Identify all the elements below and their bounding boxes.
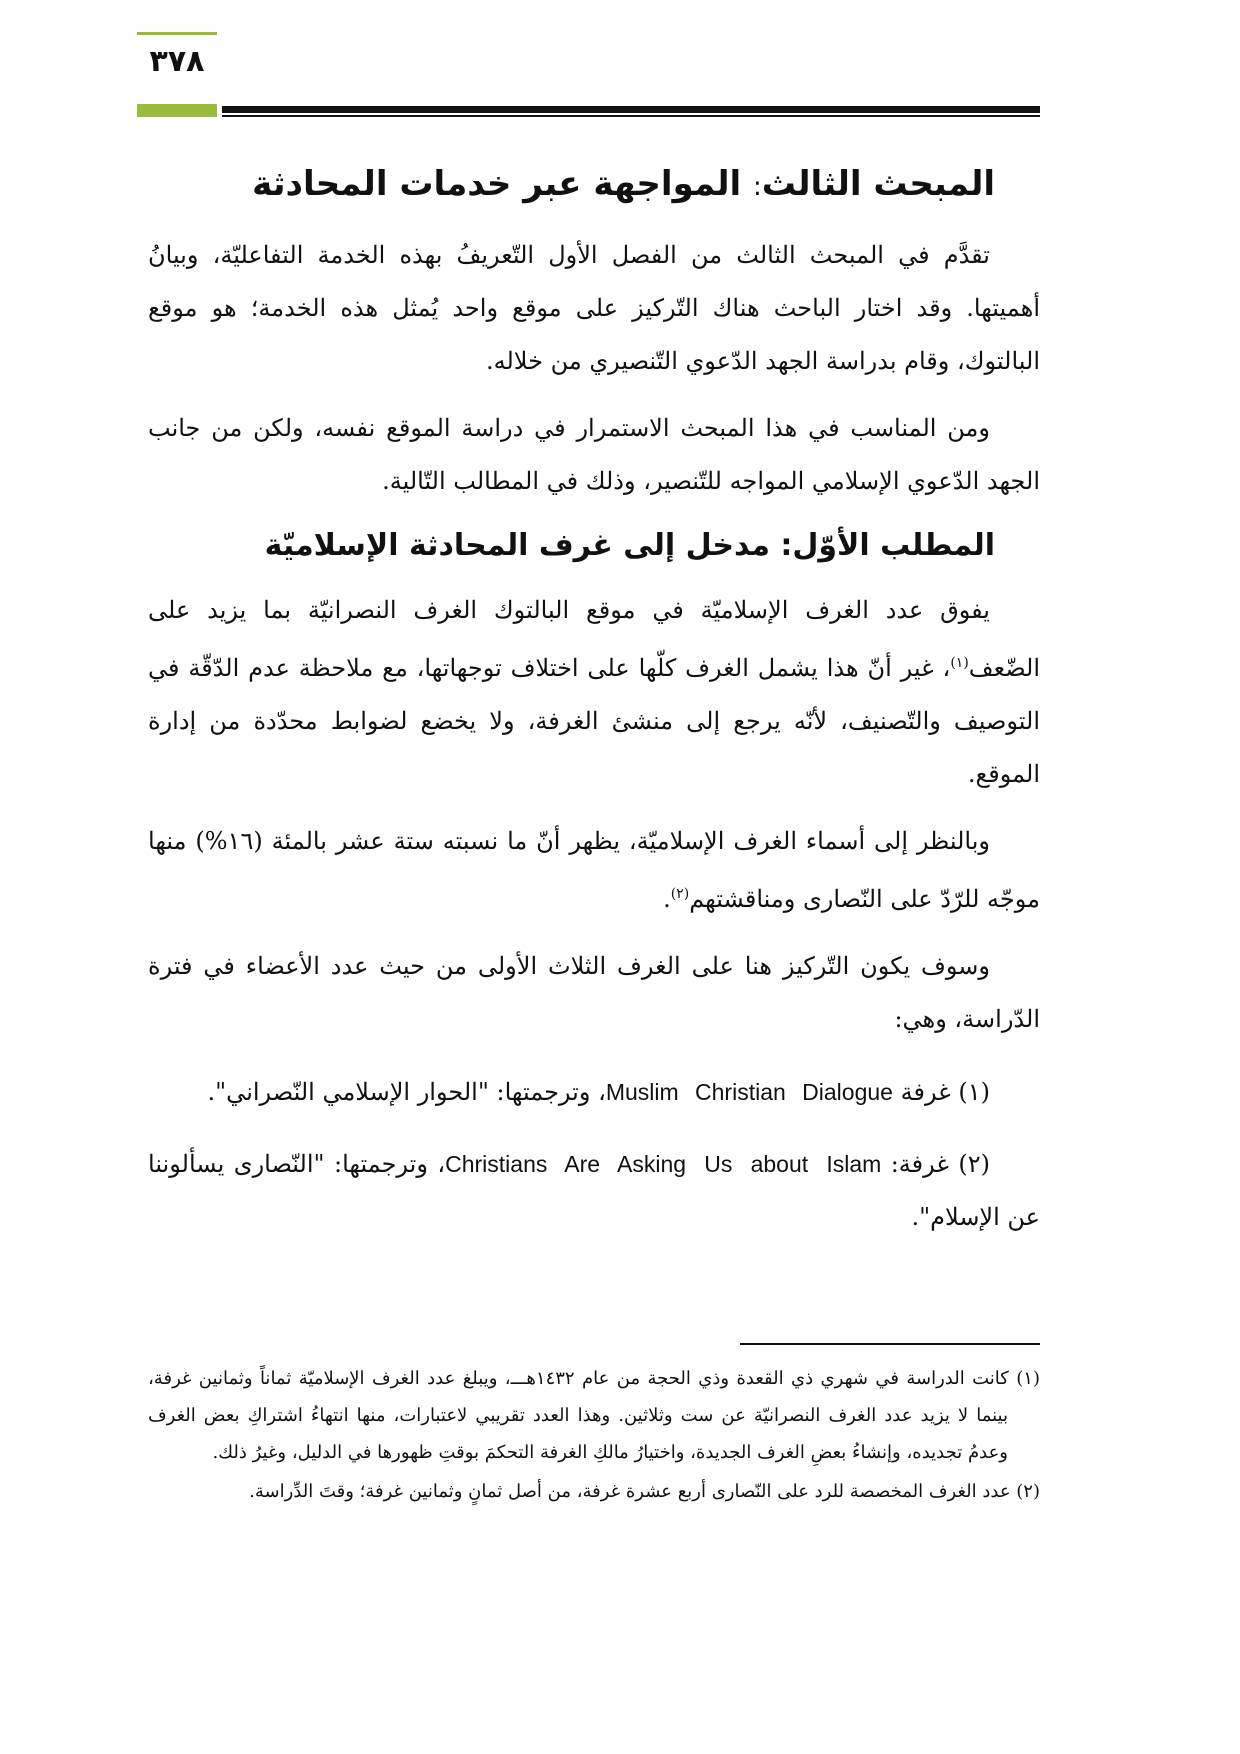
body-paragraph-2 — [148, 815, 1040, 926]
section-title-rest: المواجهة عبر خدمات المحادثة — [252, 164, 753, 204]
body-paragraph-1-text-b: ، غير أنّ هذا يشمل الغرف كلّها على اختلاف توجهاتها، مع ملاحظة عدم الدّقّة في التوصيف والتّصنيف، لأنّه يرجع إلى منشئ الغرفة، ولا يخضع لضوابط محدّدة من إدارة الموقع. — [148, 654, 1040, 788]
list-item-prefix: (١) غرفة — [892, 1078, 990, 1106]
intro-paragraph-1: تقدَّم في المبحث الثالث من الفصل الأول التّعريفُ بهذه الخدمة التفاعليّة، وبيانُ أهميتها. وقد اختار الباحث هناك التّركيز على موقع واحد يُمثل هذه الخدمة؛ هو موقع البالتوك، وقام بدراسة الجهد الدّعوي التّنصيري من خلاله. — [148, 241, 1040, 375]
body-paragraph-3: وسوف يكون التّركيز هنا على الغرف الثلاث الأولى من حيث عدد الأعضاء في فترة الدّراسة، وهي: — [148, 952, 1040, 1033]
body-paragraph-2-text-a: وبالنظر إلى أسماء الغرف الإسلاميّة، يظهر أنّ ما نسبته ستة عشر بالمئة (١٦%) منها موجّه للرّدّ على النّصارى ومناقشتهم — [148, 827, 1040, 913]
header-rule-thick — [222, 106, 1040, 113]
header-accent-line — [137, 32, 217, 35]
page-body — [148, 160, 1040, 1258]
list-item-prefix: (٢) غرفة: — [881, 1150, 991, 1178]
list-item — [148, 1138, 1040, 1244]
room-name-latin: Christians Are Asking Us about Islam — [445, 1151, 882, 1177]
intro-paragraph-2: ومن المناسب في هذا المبحث الاستمرار في دراسة الموقع نفسه، ولكن من جانب الجهد الدّعوي الإسلامي المواجه للتّنصير، وذلك في المطالب التّالية. — [148, 414, 1040, 495]
footnote-1: (١) كانت الدراسة في شهري ذي القعدة وذي الحجة من عام ١٤٣٢هـــ، ويبلغ عدد الغرف الإسلاميّة ثماناً وثمانين غرفة، بينما لا يزيد عدد الغرف النصرانيّة عن ست وثلاثين. وهذا العدد تقريبي لاعتبارات، منها انتهاءُ اشتراكِ بعض الغرف وعدمُ تجديده، وإنشاءُ بعضِ الغرف الجديدة، واختيارُ مالكِ الغرفة التحكمَ بوقتِ ظهورها في الدليل، وغيرُ ذلك. — [148, 1368, 1040, 1463]
list-item-suffix: ، وترجمتها: "النّصارى يسألوننا عن الإسلام". — [148, 1150, 1040, 1231]
page-number: ٣٧٨ — [149, 44, 205, 79]
section-title — [148, 160, 1040, 211]
header-green-bar — [137, 104, 217, 117]
footnote-ref-1[interactable]: (١) — [950, 655, 969, 671]
body-paragraph-1 — [148, 584, 1040, 801]
footnote-separator — [740, 1343, 1040, 1345]
list-item-suffix: ، وترجمتها: "الحوار الإسلامي النّصراني". — [207, 1078, 606, 1106]
subsection-title: المطلب الأوّل: مدخل إلى غرف المحادثة الإسلاميّة — [264, 528, 995, 563]
body-paragraph-1-text-a: يفوق عدد الغرف الإسلاميّة في موقع البالتوك الغرف النصرانيّة بما يزيد على الضّعف — [148, 596, 1040, 682]
header-rule-thin — [222, 115, 1040, 117]
list-item — [148, 1060, 1040, 1124]
room-name-latin: Muslim Christian Dialogue — [605, 1079, 893, 1105]
footnote-2: (٢) عدد الغرف المخصصة للرد على النّصارى أربع عشرة غرفة، من أصل ثمانٍ وثمانين غرفة؛ وقتَ الدِّراسة. — [249, 1481, 1040, 1502]
body-paragraph-2-text-b: . — [663, 885, 671, 913]
section-title-separator: : — [752, 172, 762, 202]
footnote-ref-2[interactable]: (٢) — [670, 886, 690, 902]
section-title-lead: المبحث الثالث — [761, 164, 995, 204]
footnotes — [148, 1360, 1040, 1512]
